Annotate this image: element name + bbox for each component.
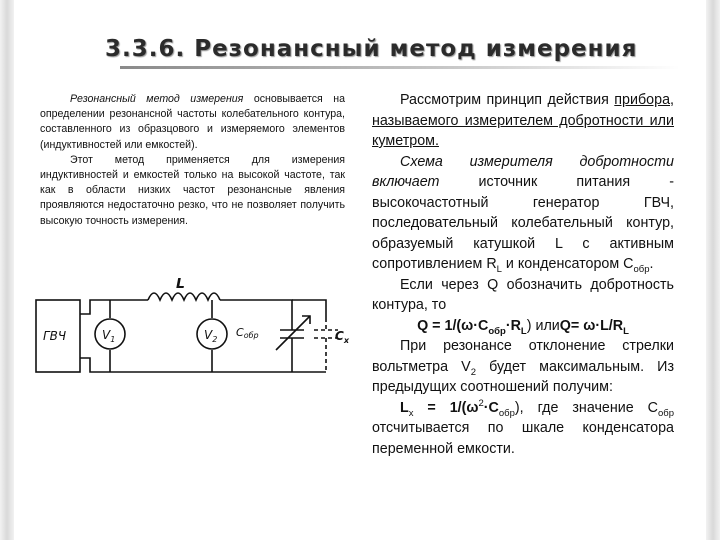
formula-part: L — [400, 399, 409, 416]
subscript: L — [623, 325, 629, 337]
formula-part: Q= ω·L/R — [559, 317, 624, 334]
left-paragraph-2: Этот метод применяется для измерения индуктивностей и емкостей только на высокой частоте, так как в области низких частот резонансные явления проявляются недостаточно резко, что не позволяет получить высокую точность измерения. — [40, 153, 345, 227]
right-edge-decoration — [706, 0, 720, 540]
subscript: обр — [657, 407, 674, 419]
circuit-diagram — [30, 278, 360, 408]
right-paragraph-3: Если через Q обозначить добротность контура, то — [372, 276, 674, 313]
slide-title: 3.3.6. Резонансный метод измерения — [105, 36, 638, 62]
right-paragraph-1 — [372, 90, 674, 152]
formula-part: ), где значение C — [514, 399, 658, 416]
left-paragraph-1 — [40, 92, 345, 153]
q-factor-formula — [372, 316, 674, 337]
variable-capacitor-arrow — [276, 316, 310, 350]
subscript: обр — [633, 263, 650, 275]
inductor-coil — [148, 293, 220, 300]
right-paragraph-4-end: будет максимальным. Из предыдущих соотношений получим: — [372, 358, 674, 395]
generator-label: ГВЧ — [43, 329, 67, 343]
subscript: обр — [498, 407, 515, 419]
formula-part: ) или — [526, 317, 560, 334]
right-paragraph-1-underlined: прибора, называемого измерителем добротности или куметром. — [372, 92, 674, 149]
voltmeter-2-label: $V_2$ — [204, 328, 218, 344]
voltmeter-1-label: $V_1$ — [102, 328, 116, 344]
inductor-label: L — [176, 278, 185, 292]
formula-part: Q = 1/(ω·C — [417, 317, 489, 334]
left-edge-decoration — [0, 0, 14, 540]
subscript: x — [408, 407, 414, 419]
inductance-formula-paragraph — [372, 398, 674, 460]
superscript: 2 — [478, 397, 484, 409]
reference-capacitor-label: Cобр — [236, 326, 259, 340]
right-paragraph-2-body-2: и конденсатором C — [501, 256, 634, 272]
right-description — [372, 90, 674, 459]
subscript: обр — [488, 325, 506, 337]
subscript: 2 — [470, 366, 477, 378]
bottom-wire — [80, 358, 326, 372]
subscript: L — [496, 263, 502, 275]
measured-capacitor-label: $C_x$ — [335, 329, 349, 345]
left-paragraph-1-body: основывается на определении резонансной частоты колебательного контура, составленного из образцового и измеряемого элементов (индуктивностей или емкостей). — [40, 93, 345, 151]
title-underline — [120, 66, 680, 69]
formula-part: отсчитывается по шкале конденсатора переменной емкости. — [372, 420, 674, 457]
left-description — [40, 92, 345, 229]
right-paragraph-4 — [372, 336, 674, 398]
top-wire — [80, 300, 148, 314]
right-paragraph-2-body: источник питания - высокочастотный генератор ГВЧ, последовательный колебательный контур, образуемый катушкой L с активным сопротивлением R — [372, 174, 674, 272]
right-paragraph-4-body: При резонансе отклонение стрелки вольтметра V — [372, 338, 674, 375]
left-paragraph-1-lead: Резонансный метод измерения — [70, 93, 244, 105]
right-paragraph-2 — [372, 152, 674, 275]
right-paragraph-1-start: Рассмотрим принцип действия — [400, 92, 615, 108]
right-paragraph-2-lead: Схема измерителя добротности включает — [372, 153, 674, 190]
formula-part: = 1/(ω — [413, 399, 479, 416]
formula-part: ·C — [483, 399, 499, 416]
formula-part: ·R — [505, 317, 521, 334]
subscript: L — [520, 325, 527, 337]
right-paragraph-2-end: . — [649, 256, 654, 272]
